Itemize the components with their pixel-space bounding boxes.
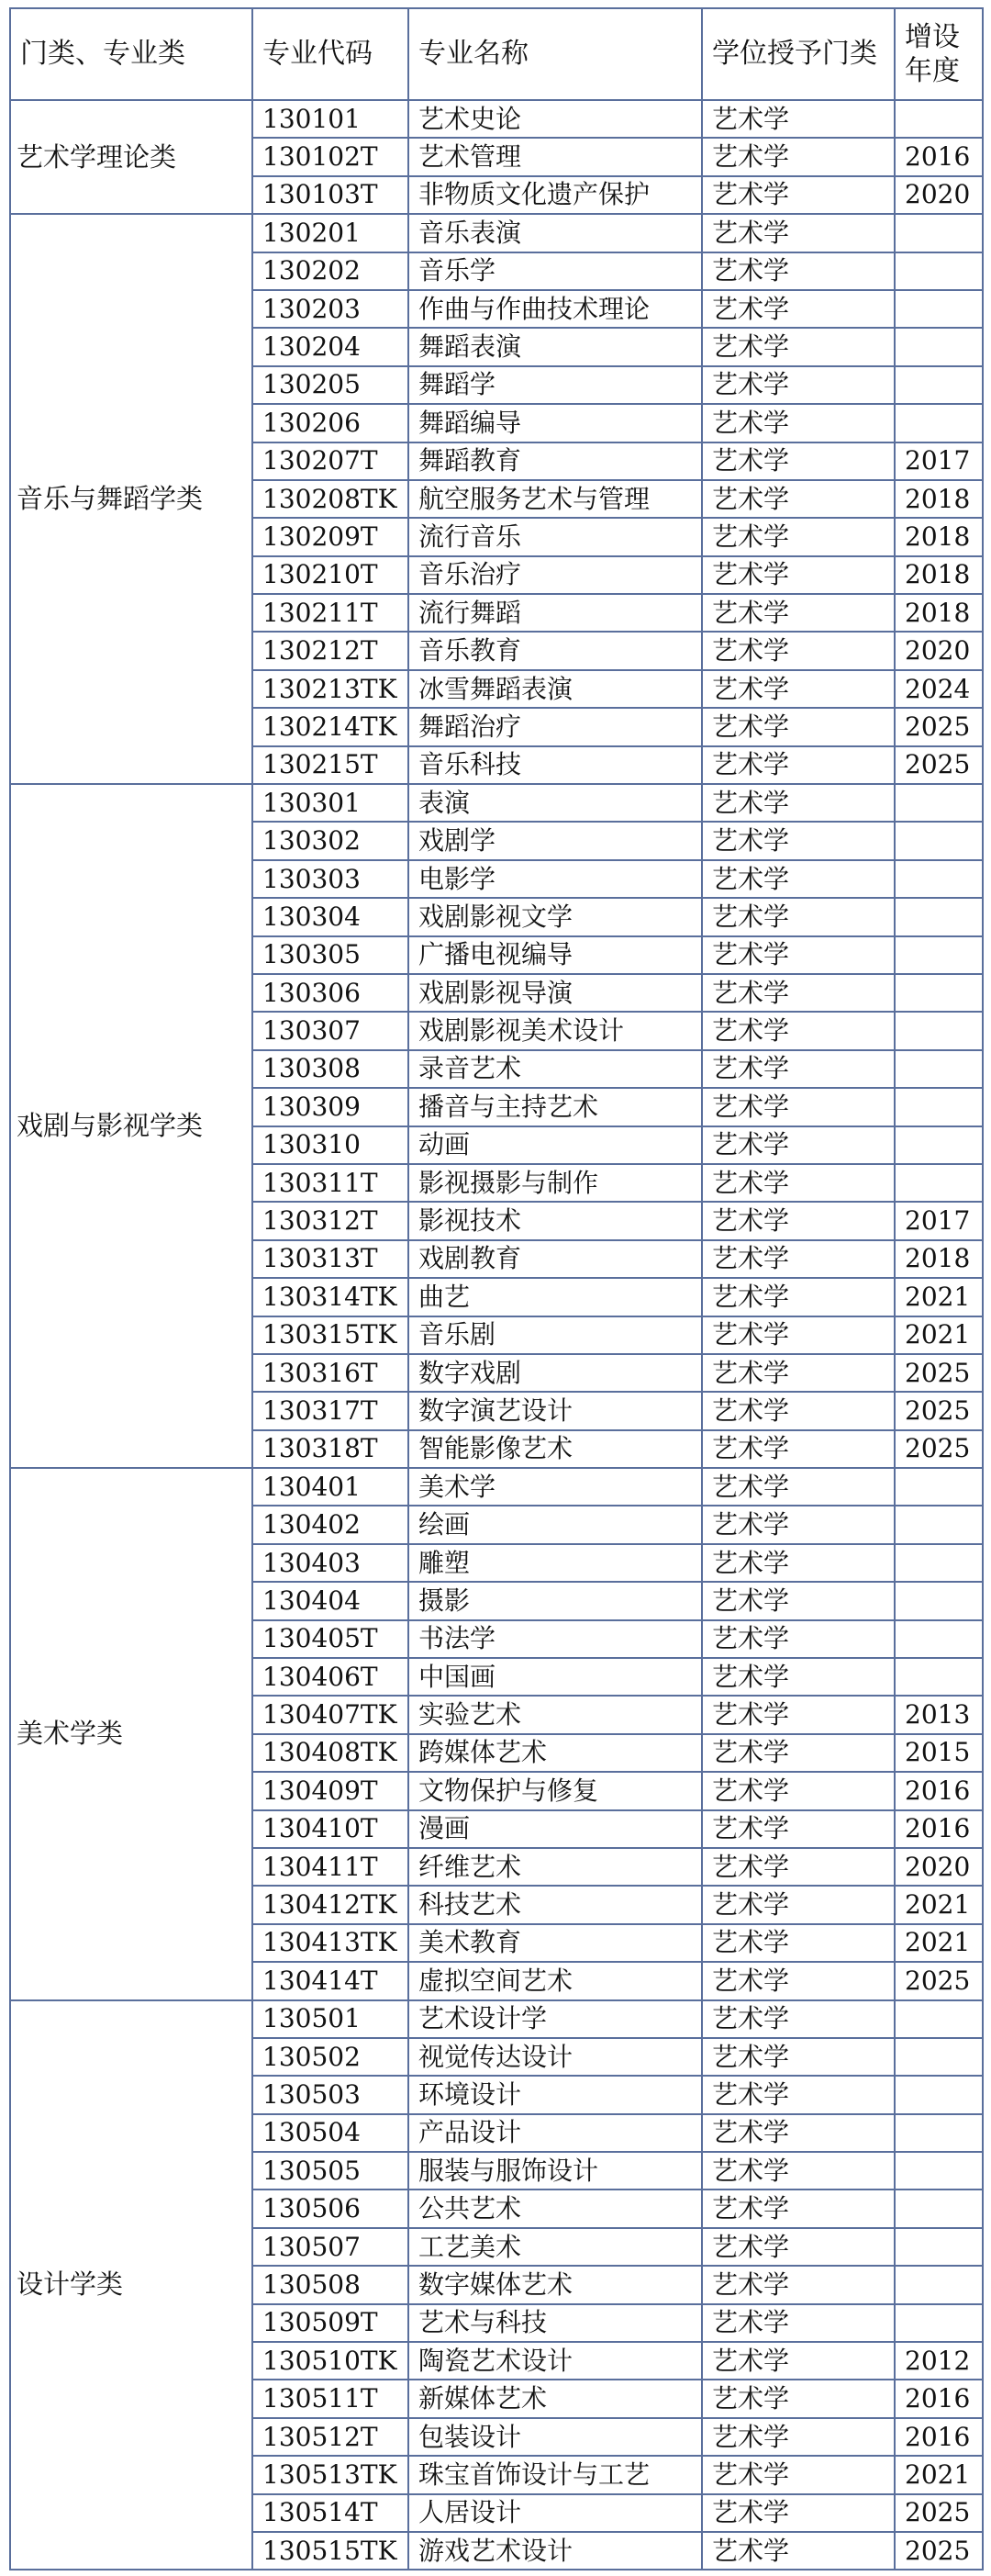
degree-cell: 艺术学	[702, 2114, 895, 2152]
code-cell: 130510TK	[252, 2342, 408, 2380]
category-cell: 戏剧与影视学类	[10, 784, 252, 1468]
code-cell: 130304	[252, 898, 408, 935]
code-cell: 130202	[252, 252, 408, 290]
degree-cell: 艺术学	[702, 252, 895, 290]
name-cell: 电影学	[408, 860, 702, 898]
code-cell: 130306	[252, 974, 408, 1012]
name-cell: 冰雪舞蹈表演	[408, 670, 702, 708]
year-cell	[895, 252, 983, 290]
name-cell: 书法学	[408, 1620, 702, 1658]
code-cell: 130505	[252, 2152, 408, 2190]
year-cell	[895, 1582, 983, 1619]
year-cell: 2012	[895, 2342, 983, 2380]
year-cell	[895, 1126, 983, 1164]
year-cell: 2017	[895, 442, 983, 480]
name-cell: 包装设计	[408, 2418, 702, 2456]
name-cell: 中国画	[408, 1658, 702, 1696]
year-cell: 2021	[895, 1316, 983, 1354]
name-cell: 音乐治疗	[408, 556, 702, 594]
table-row	[10, 214, 983, 252]
year-cell	[895, 2000, 983, 2038]
name-cell: 艺术与科技	[408, 2304, 702, 2342]
degree-cell: 艺术学	[702, 2494, 895, 2532]
degree-cell: 艺术学	[702, 936, 895, 974]
year-cell	[895, 1050, 983, 1088]
year-cell	[895, 898, 983, 935]
code-cell: 130403	[252, 1544, 408, 1582]
code-cell: 130314TK	[252, 1278, 408, 1316]
year-cell	[895, 1620, 983, 1658]
name-cell: 艺术管理	[408, 138, 702, 175]
code-cell: 130402	[252, 1506, 408, 1543]
code-cell: 130308	[252, 1050, 408, 1088]
code-cell: 130405T	[252, 1620, 408, 1658]
code-cell: 130408TK	[252, 1734, 408, 1772]
name-cell: 雕塑	[408, 1544, 702, 1582]
year-cell: 2018	[895, 518, 983, 555]
category-cell: 艺术学理论类	[10, 100, 252, 214]
code-cell: 130501	[252, 2000, 408, 2038]
name-cell: 数字演艺设计	[408, 1392, 702, 1429]
year-cell: 2013	[895, 1696, 983, 1733]
year-cell: 2018	[895, 556, 983, 594]
year-cell: 2021	[895, 1886, 983, 1923]
year-cell	[895, 366, 983, 404]
degree-cell: 艺术学	[702, 974, 895, 1012]
year-cell: 2025	[895, 2494, 983, 2532]
year-cell: 2016	[895, 1810, 983, 1848]
degree-cell: 艺术学	[702, 1392, 895, 1429]
name-cell: 美术学	[408, 1468, 702, 1506]
degree-cell: 艺术学	[702, 2076, 895, 2113]
code-cell: 130504	[252, 2114, 408, 2152]
code-cell: 130315TK	[252, 1316, 408, 1354]
year-cell	[895, 1468, 983, 1506]
name-cell: 播音与主持艺术	[408, 1088, 702, 1126]
degree-cell: 艺术学	[702, 442, 895, 480]
code-cell: 130316T	[252, 1354, 408, 1392]
code-cell: 130206	[252, 404, 408, 442]
name-cell: 戏剧学	[408, 822, 702, 859]
degree-cell: 艺术学	[702, 2152, 895, 2190]
table-row	[10, 1468, 983, 1506]
name-cell: 音乐教育	[408, 632, 702, 669]
name-cell: 艺术设计学	[408, 2000, 702, 2038]
year-cell	[895, 936, 983, 974]
header-name: 专业名称	[408, 8, 702, 100]
year-cell: 2021	[895, 1924, 983, 1962]
table-row	[10, 2000, 983, 2038]
year-cell	[895, 2076, 983, 2113]
name-cell: 漫画	[408, 1810, 702, 1848]
name-cell: 流行舞蹈	[408, 594, 702, 632]
name-cell: 舞蹈表演	[408, 328, 702, 365]
year-cell: 2025	[895, 1962, 983, 1999]
year-cell: 2016	[895, 138, 983, 175]
table-header	[10, 8, 983, 100]
code-cell: 130514T	[252, 2494, 408, 2532]
code-cell: 130207T	[252, 442, 408, 480]
degree-cell: 艺术学	[702, 1354, 895, 1392]
year-cell	[895, 2152, 983, 2190]
code-cell: 130413TK	[252, 1924, 408, 1962]
degree-cell: 艺术学	[702, 1240, 895, 1278]
degree-cell: 艺术学	[702, 2418, 895, 2456]
code-cell: 130515TK	[252, 2532, 408, 2570]
year-cell	[895, 1088, 983, 1126]
year-cell	[895, 2304, 983, 2342]
year-cell: 2020	[895, 1848, 983, 1886]
year-cell	[895, 2038, 983, 2076]
code-cell: 130211T	[252, 594, 408, 632]
name-cell: 虚拟空间艺术	[408, 1962, 702, 1999]
name-cell: 服装与服饰设计	[408, 2152, 702, 2190]
code-cell: 130406T	[252, 1658, 408, 1696]
degree-cell: 艺术学	[702, 2190, 895, 2227]
degree-cell: 艺术学	[702, 1202, 895, 1239]
year-cell	[895, 100, 983, 138]
name-cell: 文物保护与修复	[408, 1772, 702, 1809]
name-cell: 纤维艺术	[408, 1848, 702, 1886]
degree-cell: 艺术学	[702, 1734, 895, 1772]
name-cell: 戏剧影视美术设计	[408, 1012, 702, 1049]
degree-cell: 艺术学	[702, 138, 895, 175]
code-cell: 130312T	[252, 1202, 408, 1239]
code-cell: 130502	[252, 2038, 408, 2076]
degree-cell: 艺术学	[702, 1506, 895, 1543]
year-cell	[895, 784, 983, 822]
name-cell: 舞蹈治疗	[408, 708, 702, 745]
code-cell: 130212T	[252, 632, 408, 669]
name-cell: 科技艺术	[408, 1886, 702, 1923]
degree-cell: 艺术学	[702, 1278, 895, 1316]
name-cell: 戏剧教育	[408, 1240, 702, 1278]
category-cell: 美术学类	[10, 1468, 252, 1999]
code-cell: 130512T	[252, 2418, 408, 2456]
degree-cell: 艺术学	[702, 746, 895, 784]
name-cell: 音乐剧	[408, 1316, 702, 1354]
code-cell: 130215T	[252, 746, 408, 784]
name-cell: 航空服务艺术与管理	[408, 480, 702, 518]
name-cell: 录音艺术	[408, 1050, 702, 1088]
degree-cell: 艺术学	[702, 480, 895, 518]
name-cell: 视觉传达设计	[408, 2038, 702, 2076]
name-cell: 陶瓷艺术设计	[408, 2342, 702, 2380]
category-cell: 音乐与舞蹈学类	[10, 214, 252, 784]
degree-cell: 艺术学	[702, 404, 895, 442]
name-cell: 流行音乐	[408, 518, 702, 555]
code-cell: 130313T	[252, 1240, 408, 1278]
degree-cell: 艺术学	[702, 290, 895, 328]
degree-cell: 艺术学	[702, 214, 895, 252]
year-cell: 2025	[895, 2532, 983, 2570]
code-cell: 130303	[252, 860, 408, 898]
year-cell	[895, 2266, 983, 2303]
code-cell: 130309	[252, 1088, 408, 1126]
year-cell: 2018	[895, 594, 983, 632]
code-cell: 130201	[252, 214, 408, 252]
code-cell: 130511T	[252, 2380, 408, 2417]
code-cell: 130508	[252, 2266, 408, 2303]
code-cell: 130103T	[252, 176, 408, 214]
degree-cell: 艺术学	[702, 1962, 895, 1999]
year-cell	[895, 1544, 983, 1582]
header-year: 增设年度	[895, 8, 983, 100]
degree-cell: 艺术学	[702, 1126, 895, 1164]
name-cell: 产品设计	[408, 2114, 702, 2152]
year-cell	[895, 974, 983, 1012]
code-cell: 130204	[252, 328, 408, 365]
year-cell	[895, 1658, 983, 1696]
year-cell	[895, 328, 983, 365]
year-cell: 2021	[895, 2456, 983, 2493]
code-cell: 130301	[252, 784, 408, 822]
name-cell: 音乐学	[408, 252, 702, 290]
degree-cell: 艺术学	[702, 1088, 895, 1126]
degree-cell: 艺术学	[702, 1696, 895, 1733]
name-cell: 人居设计	[408, 2494, 702, 2532]
code-cell: 130513TK	[252, 2456, 408, 2493]
degree-cell: 艺术学	[702, 518, 895, 555]
degree-cell: 艺术学	[702, 1924, 895, 1962]
code-cell: 130410T	[252, 1810, 408, 1848]
degree-cell: 艺术学	[702, 1886, 895, 1923]
name-cell: 数字戏剧	[408, 1354, 702, 1392]
code-cell: 130214TK	[252, 708, 408, 745]
degree-cell: 艺术学	[702, 1658, 895, 1696]
code-cell: 130307	[252, 1012, 408, 1049]
degree-cell: 艺术学	[702, 898, 895, 935]
year-cell: 2020	[895, 176, 983, 214]
degree-cell: 艺术学	[702, 1848, 895, 1886]
header-row	[10, 8, 983, 100]
code-cell: 130412TK	[252, 1886, 408, 1923]
degree-cell: 艺术学	[702, 2532, 895, 2570]
code-cell: 130503	[252, 2076, 408, 2113]
degree-cell: 艺术学	[702, 1544, 895, 1582]
year-cell	[895, 1506, 983, 1543]
degree-cell: 艺术学	[702, 1810, 895, 1848]
code-cell: 130210T	[252, 556, 408, 594]
code-cell: 130302	[252, 822, 408, 859]
header-category: 门类、专业类	[10, 8, 252, 100]
degree-cell: 艺术学	[702, 784, 895, 822]
year-cell: 2021	[895, 1278, 983, 1316]
year-cell: 2018	[895, 1240, 983, 1278]
year-cell: 2020	[895, 632, 983, 669]
year-cell: 2025	[895, 1392, 983, 1429]
name-cell: 新媒体艺术	[408, 2380, 702, 2417]
year-cell	[895, 2114, 983, 2152]
header-degree: 学位授予门类	[702, 8, 895, 100]
name-cell: 公共艺术	[408, 2190, 702, 2227]
degree-cell: 艺术学	[702, 708, 895, 745]
degree-cell: 艺术学	[702, 1620, 895, 1658]
code-cell: 130401	[252, 1468, 408, 1506]
code-cell: 130414T	[252, 1962, 408, 1999]
degree-cell: 艺术学	[702, 2456, 895, 2493]
code-cell: 130101	[252, 100, 408, 138]
degree-cell: 艺术学	[702, 328, 895, 365]
year-cell: 2016	[895, 2418, 983, 2456]
degree-cell: 艺术学	[702, 594, 895, 632]
degree-cell: 艺术学	[702, 2228, 895, 2266]
year-cell	[895, 214, 983, 252]
name-cell: 舞蹈教育	[408, 442, 702, 480]
year-cell	[895, 1012, 983, 1049]
code-cell: 130305	[252, 936, 408, 974]
year-cell: 2025	[895, 1430, 983, 1468]
name-cell: 摄影	[408, 1582, 702, 1619]
name-cell: 动画	[408, 1126, 702, 1164]
code-cell: 130213TK	[252, 670, 408, 708]
degree-cell: 艺术学	[702, 556, 895, 594]
name-cell: 跨媒体艺术	[408, 1734, 702, 1772]
year-cell	[895, 2190, 983, 2227]
code-cell: 130311T	[252, 1164, 408, 1202]
degree-cell: 艺术学	[702, 670, 895, 708]
code-cell: 130203	[252, 290, 408, 328]
year-cell: 2025	[895, 1354, 983, 1392]
degree-cell: 艺术学	[702, 2000, 895, 2038]
degree-cell: 艺术学	[702, 2038, 895, 2076]
code-cell: 130407TK	[252, 1696, 408, 1733]
majors-table	[9, 7, 984, 2570]
name-cell: 美术教育	[408, 1924, 702, 1962]
year-cell	[895, 2228, 983, 2266]
name-cell: 戏剧影视文学	[408, 898, 702, 935]
code-cell: 130506	[252, 2190, 408, 2227]
degree-cell: 艺术学	[702, 2266, 895, 2303]
name-cell: 影视摄影与制作	[408, 1164, 702, 1202]
year-cell	[895, 1164, 983, 1202]
code-cell: 130205	[252, 366, 408, 404]
name-cell: 游戏艺术设计	[408, 2532, 702, 2570]
degree-cell: 艺术学	[702, 366, 895, 404]
code-cell: 130102T	[252, 138, 408, 175]
name-cell: 作曲与作曲技术理论	[408, 290, 702, 328]
name-cell: 智能影像艺术	[408, 1430, 702, 1468]
degree-cell: 艺术学	[702, 100, 895, 138]
degree-cell: 艺术学	[702, 1772, 895, 1809]
degree-cell: 艺术学	[702, 1430, 895, 1468]
year-cell: 2017	[895, 1202, 983, 1239]
year-cell	[895, 822, 983, 859]
degree-cell: 艺术学	[702, 2380, 895, 2417]
table-row	[10, 784, 983, 822]
name-cell: 广播电视编导	[408, 936, 702, 974]
code-cell: 130310	[252, 1126, 408, 1164]
year-cell	[895, 404, 983, 442]
name-cell: 表演	[408, 784, 702, 822]
degree-cell: 艺术学	[702, 2342, 895, 2380]
header-code: 专业代码	[252, 8, 408, 100]
name-cell: 环境设计	[408, 2076, 702, 2113]
degree-cell: 艺术学	[702, 822, 895, 859]
year-cell: 2015	[895, 1734, 983, 1772]
degree-cell: 艺术学	[702, 1164, 895, 1202]
name-cell: 数字媒体艺术	[408, 2266, 702, 2303]
name-cell: 戏剧影视导演	[408, 974, 702, 1012]
name-cell: 影视技术	[408, 1202, 702, 1239]
code-cell: 130411T	[252, 1848, 408, 1886]
year-cell	[895, 290, 983, 328]
degree-cell: 艺术学	[702, 176, 895, 214]
degree-cell: 艺术学	[702, 1050, 895, 1088]
name-cell: 音乐科技	[408, 746, 702, 784]
degree-cell: 艺术学	[702, 1316, 895, 1354]
year-cell	[895, 860, 983, 898]
degree-cell: 艺术学	[702, 860, 895, 898]
degree-cell: 艺术学	[702, 632, 895, 669]
name-cell: 音乐表演	[408, 214, 702, 252]
code-cell: 130208TK	[252, 480, 408, 518]
name-cell: 实验艺术	[408, 1696, 702, 1733]
name-cell: 舞蹈编导	[408, 404, 702, 442]
code-cell: 130509T	[252, 2304, 408, 2342]
degree-cell: 艺术学	[702, 1468, 895, 1506]
name-cell: 珠宝首饰设计与工艺	[408, 2456, 702, 2493]
year-cell: 2016	[895, 1772, 983, 1809]
code-cell: 130209T	[252, 518, 408, 555]
name-cell: 艺术史论	[408, 100, 702, 138]
degree-cell: 艺术学	[702, 1582, 895, 1619]
name-cell: 舞蹈学	[408, 366, 702, 404]
code-cell: 130409T	[252, 1772, 408, 1809]
table-row	[10, 100, 983, 138]
code-cell: 130317T	[252, 1392, 408, 1429]
name-cell: 工艺美术	[408, 2228, 702, 2266]
year-cell: 2025	[895, 708, 983, 745]
name-cell: 曲艺	[408, 1278, 702, 1316]
code-cell: 130318T	[252, 1430, 408, 1468]
degree-cell: 艺术学	[702, 1012, 895, 1049]
year-cell: 2018	[895, 480, 983, 518]
code-cell: 130507	[252, 2228, 408, 2266]
category-cell: 设计学类	[10, 2000, 252, 2570]
degree-cell: 艺术学	[702, 2304, 895, 2342]
table-body	[10, 100, 983, 2570]
name-cell: 非物质文化遗产保护	[408, 176, 702, 214]
code-cell: 130404	[252, 1582, 408, 1619]
year-cell: 2025	[895, 746, 983, 784]
year-cell: 2016	[895, 2380, 983, 2417]
year-cell: 2024	[895, 670, 983, 708]
name-cell: 绘画	[408, 1506, 702, 1543]
